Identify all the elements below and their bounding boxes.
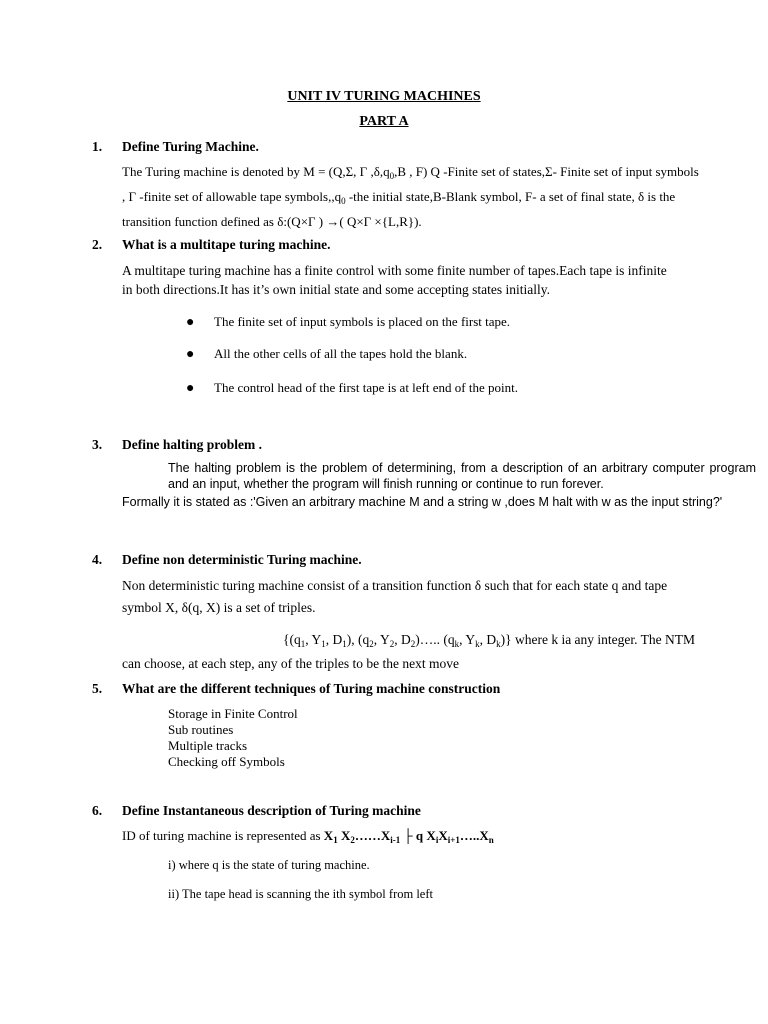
- q4-question: Define non deterministic Turing machine.: [122, 552, 362, 567]
- q3-question: Define halting problem .: [122, 437, 263, 452]
- q4-answer-line2: symbol X, δ(q, X) is a set of triples.: [122, 600, 316, 615]
- q2-answer-line1: A multitape turing machine has a finite control with some finite number of tapes.Each tape is infinite: [122, 263, 667, 278]
- q3-answer-para2: Formally it is stated as :'Given an arbitrary machine M and a string w ,does M halt with w as the input string?': [122, 495, 723, 509]
- q5-technique-item: Sub routines: [168, 722, 234, 737]
- unit-title: UNIT IV TURING MACHINES: [287, 89, 481, 104]
- part-heading: PART A: [359, 114, 409, 129]
- q4-answer-line4: can choose, at each step, any of the triples to be the next move: [122, 656, 460, 671]
- q5-technique-item: Checking off Symbols: [168, 754, 285, 769]
- bullet-icon: ●: [186, 315, 195, 330]
- q6-item1: i) where q is the state of turing machine.: [168, 858, 370, 872]
- q2-answer-line2: in both directions.It has it’s own initial state and some accepting states initially.: [122, 282, 551, 297]
- q1-answer-line1: The Turing machine is denoted by M = (Q,Σ, Γ $,\delta,q_0,B$ , F) Q -Finite set of states,Σ- Finite set of input symbols: [122, 164, 699, 181]
- q6-question: Define Instantaneous description of Turing machine: [122, 803, 421, 818]
- q3-answer-para1: The halting problem is the problem of determining, from a description of an arbitrary computer program and an input, whether the program will finish running or continue to run forever.: [168, 461, 756, 491]
- q1-answer-line2: , Γ -finite set of allowable tape $symbols,,q_0$ -the initial state,B-Blank symbol, F- a set of final state, δ is the: [122, 189, 676, 206]
- q1-answer-line3: transition function defined as δ:(Q×Γ ) →( Q×Γ ×{L,R}).: [122, 214, 422, 229]
- bullet-icon: ●: [186, 347, 195, 362]
- q6-item2: ii) The tape head is scanning the ith symbol from left: [168, 887, 433, 901]
- q5-number: 5.: [92, 681, 103, 696]
- q1-question: Define Turing Machine.: [122, 139, 259, 154]
- q2-bullet-item: ● The finite set of input symbols is placed on the first tape.: [186, 314, 511, 330]
- q2-bullet-item: ● All the other cells of all the tapes hold the blank.: [186, 346, 468, 362]
- q5-question: What are the different techniques of Turing machine construction: [122, 681, 501, 696]
- q5-technique-item: Storage in Finite Control: [168, 706, 298, 721]
- q4-number: 4.: [92, 552, 103, 567]
- q2-question: What is a multitape turing machine.: [122, 237, 331, 252]
- q6-id-line: ID of turing machine is represented as $X_1$ $X_2\dots\dots X_{i-1}$ ├ q $X_iX_{i+1}\dots..X_n$: [122, 828, 494, 845]
- q5-technique-item: Multiple tracks: [168, 738, 248, 753]
- q3-number: 3.: [92, 437, 103, 452]
- q4-triples-line: {($q_1$, $Y_1$, $D_1$), ($q_2$, $Y_2$, $D_2)\dots$.. ($q_k$, $Y_k$, $D_k$)} where k ia any integer. The NTM: [283, 632, 696, 649]
- q1-number: 1.: [92, 139, 103, 154]
- q6-number: 6.: [92, 803, 103, 818]
- q2-bullet-item: ● The control head of the first tape is at left end of the point.: [186, 380, 518, 396]
- q4-answer-line1: Non deterministic turing machine consist of a transition function δ such that for each state q and tape: [122, 578, 668, 593]
- bullet-icon: ●: [186, 381, 195, 396]
- q2-number: 2.: [92, 237, 103, 252]
